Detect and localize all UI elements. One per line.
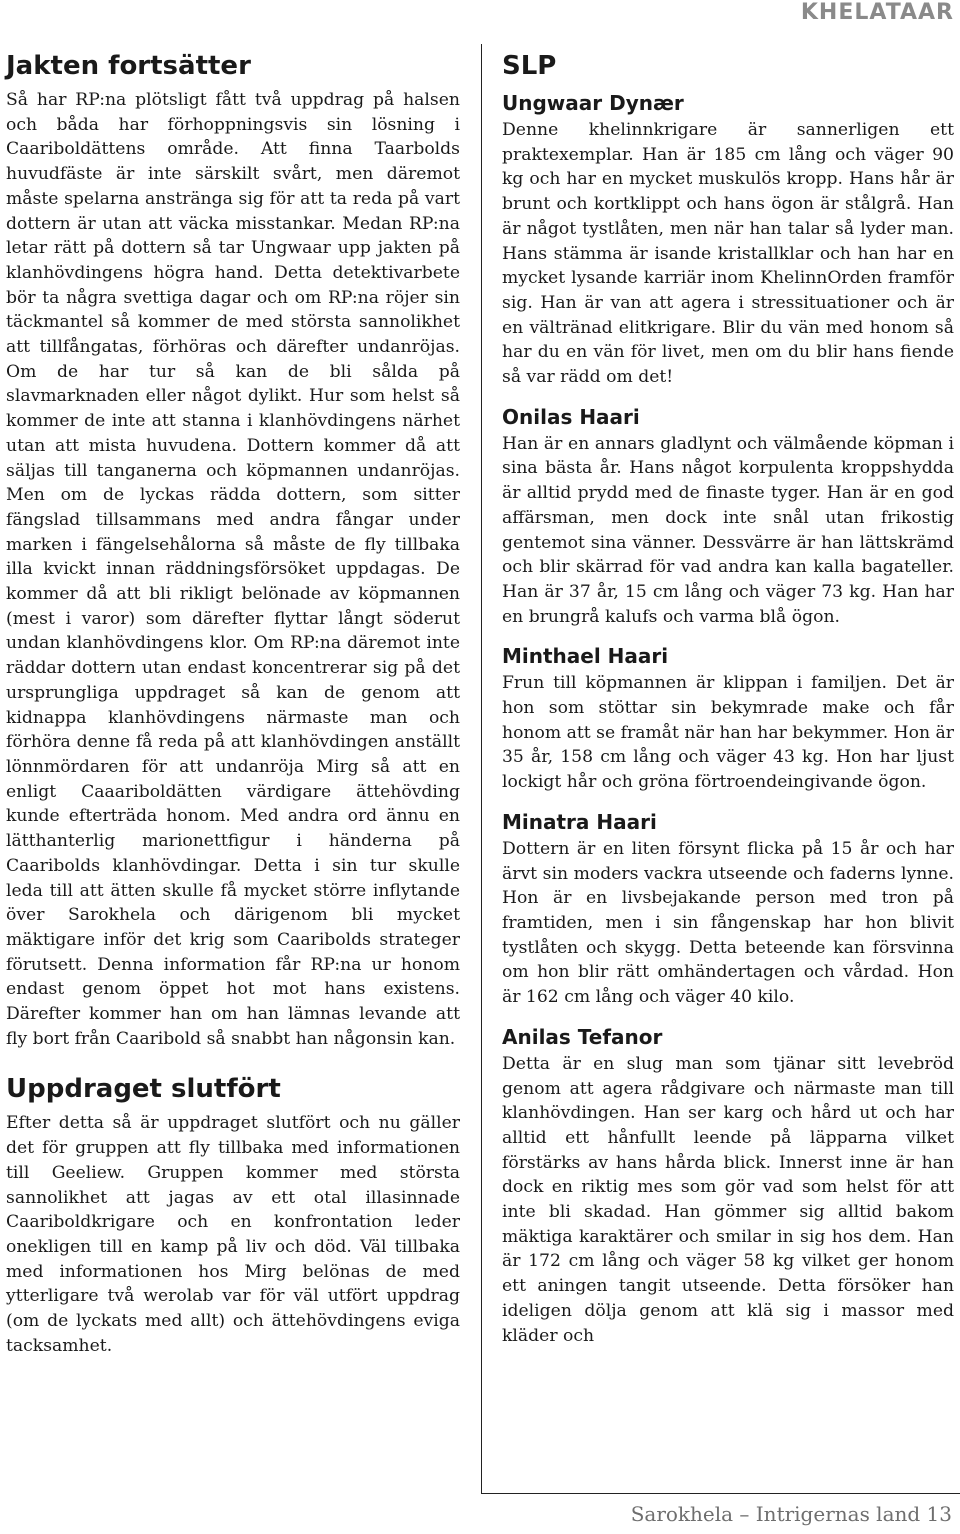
section-title-slp: SLP (502, 51, 557, 81)
npc-description: Denne khelinnkrigare är sannerligen ett praktexemplar. Han är 185 cm lång och väger 90 kg och har en mycket muskulös kropp. Hans hår är brunt och kortklippt och hans ögon är stålgrå. Han är något tystlåten, men när han talar så lyder man. Hans stämma är isande kristallklar och han har en mycket lysande karriär inom KhelinnOrden framför sig. Han är van att agera i stressituationer och är en vältränad elitkrigare. Blir du vän med honom så har du en vän för livet, men om du blir hans fiende så var rädd om det! (502, 120, 954, 388)
npc-description: Frun till köpmannen är klippan i familjen. Det är hon som stöttar sin bekymrade make och får honom att se framåt när han har bekymmer. Hon är 35 år, 158 cm lång och väger 43 kg. Hon har ljust lockigt hår och gröna förtroendeingivande ögon. (502, 673, 954, 793)
npc-name: Onilas Haari (502, 404, 640, 429)
section-text-uppdraget: Efter detta så är uppdraget slutfört och nu gäller det för gruppen att fly tillbaka med informationen till Geeliew. Gruppen kommer med största sannolikhet att jagas av ett otal illasinnade Caariboldkrigare och en konfrontation leder onekligen till en kamp på liv och död. Väl tillbaka med informationen hos Mirg belönas de med ytterligare två werolab var för väl utfört uppdrag (om de lyckats med allt) och ättehövdingens eviga tacksamhet. (6, 1113, 460, 1356)
right-column (502, 44, 954, 1348)
npc-description: Han är en annars gladlynt och välmående köpman i sina bästa år. Hans något korpulenta kroppshydda är alltid prydd med de finaste tyger. Han är en god affärsman, men dock inte snål utan frikostig gentemot sina vänner. Dessvärre är han lättskrämd och blir skärrad för vad andra kan kalla bagateller. Han är 37 år, 15 cm lång och väger 73 kg. Han har en brungrå kalufs och varma blå ögon. (502, 433, 954, 627)
header-tag: KHELATAAR (800, 0, 954, 25)
footer-rule (481, 1493, 960, 1494)
page-footer: Sarokhela – Intrigernas land 13 (630, 1502, 952, 1526)
npc-description: Detta är en slug man som tjänar sitt levebröd genom att agera rådgivare och närmaste man till klanhövdingen. Han ser karg och hård ut och har alltid ett hånfullt leende på läpparna vilket förstärks av hans hårda blick. Innerst inne är han dock en riktig mes som gör vad som helst för att inte bli skadad. Han gömmer sig alltid bakom mäktiga karaktärer och smilar in sig hos dem. Han är 172 cm lång och väger 58 kg vilket ger honom ett aningen tangit utseende. Detta försöker han ideligen dölja genom att klä sig i massor med kläder och (502, 1053, 954, 1346)
section-text-jakten: Så har RP:na plötsligt fått två uppdrag på halsen och båda har förhoppningsvis sin lösning i Caariboldättens område. Att finna Taarbolds huvudfäste är inte särskilt svårt, men däremot måste spelarna anstränga sig för att ta reda på vart dottern är utan att väcka misstankar. Medan RP:na letar rätt på dottern så tar Ungwaar upp jakten på klanhövdingens högra hand. Detta detektivarbete bör ta några svettiga dagar och om RP:na röjer sin täckmantel så kommer de med största sannolikhet att tillfångatas, förhöras och därefter undanröjas. Om de har tur så kan de bli sålda på slavmarknaden eller något dylikt. Hur som helst så kommer de inte att stanna i klanhövdingens närhet utan att mista huvudena. Dottern kommer då att säljas till tanganerna och köpmannen undanröjas. Men om de lyckas rädda dottern, som sitter fängslad tillsammans med andra fångar under marken i fängelsehålorna så måste de fly tillbaka illa kvickt innan räddningsförsöket uppdagas. De kommer då att bli rikligt belönade av köpmannen (mest i varor) som därefter flyttar långt söderut undan klanhövdingens klor. Om RP:na däremot inte räddar dottern utan endast koncentrerar sig på det ursprungliga uppdraget så kan de genom att kidnappa klanhövdingens närmaste man och förhöra denne få reda på att klanhövdingen anställt lönnmördaren för att undanröja Mirg så att en enligt Caaariboldätten värdigare ättehövding kunde efterträda honom. Med andra ord ännu en lätthanterlig marionettfigur i händerna på Caaribolds klanhövdingar. Detta i sin tur skulle leda till att ätten skulle få mycket större inflytande över Sarokhela och därigenom bli mycket mäktigare inför det krig som Caaribolds strateger förutsett. Denna information får RP:na ur honom endast genom öppet hot mot hans existens. Därefter kommer han om han lämnas levande att fly bort från Caaribold så snabbt han någonsin kan. (6, 90, 460, 1049)
npc-description: Dottern är en liten försynt flicka på 15 år och har ärvt sin moders vackra utseende och faderns lynne. Hon är en livsbejakande person med tron på framtiden, men i sin fångenskap har hon blivit tystlåten och skygg. Detta beteende kan försvinna om hon blir rätt omhändertagen och vårdad. Hon är 162 cm lång och väger 40 kilo. (502, 838, 954, 1008)
column-divider (481, 44, 482, 1494)
section-title-uppdraget: Uppdraget slutfört (6, 1074, 281, 1105)
left-column (6, 44, 460, 1358)
npc-name: Anilas Tefanor (502, 1024, 663, 1049)
npc-name: Minthael Haari (502, 644, 669, 669)
npc-name: Minatra Haari (502, 809, 657, 834)
npc-name: Ungwaar Dynær (502, 91, 684, 115)
section-title-jakten: Jakten fortsätter (6, 51, 251, 81)
